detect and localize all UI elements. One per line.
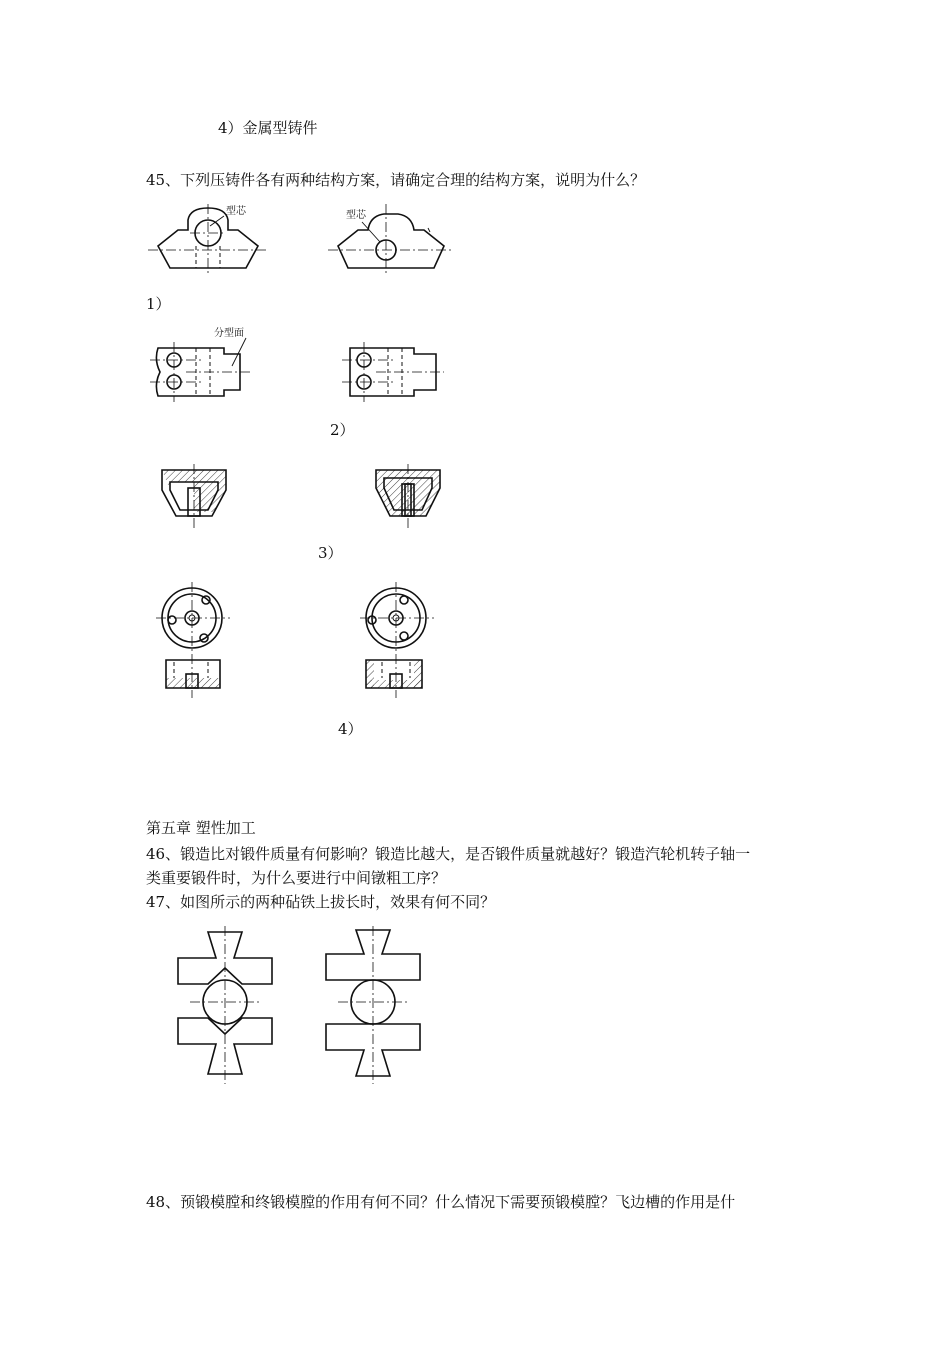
figure-3-left-cup <box>162 464 226 530</box>
core-label-left: 型芯 <box>226 206 246 217</box>
parting-surface-label: 分型面 <box>214 328 244 339</box>
figure-4-round-housings <box>148 578 448 704</box>
question-46-line-1: 46、锻造比对锻件质量有何影响？锻造比越大，是否锻件质量就越好？锻造汽轮机转子轴一 <box>146 845 751 863</box>
question-47: 47、如图所示的两种砧铁上拔长时，效果有何不同？ <box>146 893 496 911</box>
figure-3-right-cup <box>376 464 440 530</box>
figure-5-anvil-comparison <box>170 924 440 1086</box>
figure-2-right-part <box>342 342 444 402</box>
figure-1-core-schemes <box>140 196 470 288</box>
list-item-4-metal-mold: 4）金属型铸件 <box>218 119 318 137</box>
figure-2-left-part <box>150 326 250 402</box>
question-45: 45、下列压铸件各有两种结构方案，请确定合理的结构方案，说明为什么？ <box>146 171 646 189</box>
v-anvils <box>178 926 272 1084</box>
figure-caption-1: 1） <box>146 295 171 313</box>
flat-anvils <box>326 926 420 1084</box>
figure-caption-3: 3） <box>318 544 343 562</box>
figure-2-parting-schemes <box>146 326 456 406</box>
core-label-right: 型芯 <box>346 210 366 221</box>
figure-1-left-part <box>148 204 268 276</box>
question-46-line-2: 类重要锻件时，为什么要进行中间镦粗工序？ <box>146 869 447 887</box>
figure-3-cup-sections <box>150 460 450 536</box>
figure-caption-4: 4） <box>338 720 363 738</box>
figure-1-right-part <box>328 204 452 276</box>
question-48: 48、预锻模膛和终锻模膛的作用有何不同？什么情况下需要预锻模膛？飞边槽的作用是什 <box>146 1193 736 1211</box>
figure-4-left-housing <box>156 582 230 698</box>
chapter-heading: 第五章 塑性加工 <box>146 819 256 837</box>
figure-caption-2: 2） <box>330 421 355 439</box>
figure-4-right-housing <box>360 582 434 698</box>
